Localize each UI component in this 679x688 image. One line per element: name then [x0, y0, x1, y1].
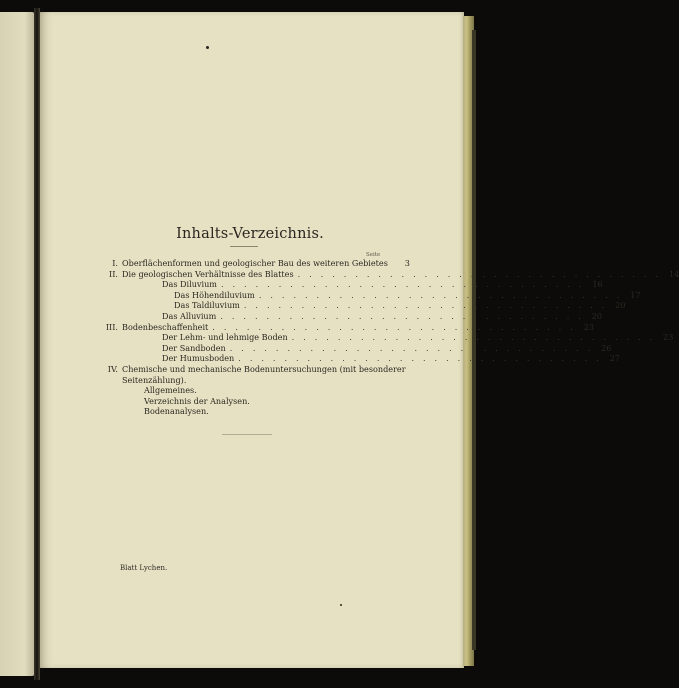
- toc-entry-label: Der Humusboden: [162, 353, 235, 364]
- toc-entry-page: 23: [663, 332, 674, 343]
- toc-leader-dots: . . . . . . . . . . . . . . . . . . . . . . . . . . . . . . . .: [243, 300, 608, 311]
- toc-entry-page: 20: [591, 310, 603, 321]
- toc-entry: [100, 332, 674, 343]
- toc-entry-page: 27: [609, 353, 620, 364]
- toc-entry-page: 17: [630, 289, 641, 300]
- toc-entry: [100, 353, 620, 364]
- toc-entry: [100, 289, 641, 301]
- toc-entry-page: 16: [592, 279, 603, 290]
- page-column-header: Seite: [366, 252, 381, 258]
- toc-entry-label: Das Diluvium: [162, 279, 217, 290]
- toc-entry: [100, 300, 626, 311]
- toc-subitem: Verzeichnis der Analysen.: [144, 395, 250, 406]
- toc-leader-dots: . . . . . . . . . . . . . . . . . . . . . . . . . . . . . . . .: [291, 332, 656, 343]
- toc-leader-dots: . . . . . . . . . . . . . . . . . . . . . . . . . . . . . . . .: [229, 342, 594, 353]
- toc-entry: [100, 310, 603, 322]
- toc-entry-label: Oberflächenformen und geologischer Bau des weiteren Gebietes: [122, 258, 388, 268]
- left-page-edge: [0, 12, 35, 676]
- toc-entry: [100, 268, 679, 280]
- toc-entry-number: IV.: [107, 363, 118, 374]
- toc-subitem: Allgemeines.: [144, 385, 197, 396]
- toc-leader-dots: . . . . . . . . . . . . . . . . . . . . . . . . . . . . . . . .: [220, 279, 585, 290]
- toc-entry-page: 26: [601, 342, 612, 353]
- toc-entry-number: I.: [112, 258, 118, 268]
- toc-entry: [100, 321, 594, 333]
- toc-entry-label: Das Alluvium: [162, 310, 217, 321]
- toc-entry-page: 23: [583, 321, 594, 332]
- toc-entry: [100, 363, 406, 375]
- toc-entry-label: Das Taldiluvium: [174, 300, 240, 311]
- toc-leader-dots: . . . . . . . . . . . . . . . . . . . . . . . . . . . . . . . .: [238, 353, 602, 364]
- toc-leader-dots: . . . . . . . . . . . . . . . . . . . . . . . . . . . . . . . .: [297, 268, 662, 279]
- ink-speck: [340, 604, 342, 606]
- toc-entry-page: 20: [615, 300, 626, 311]
- toc-leader-dots: . . . . . . . . . . . . . . . . . . . . . . . . . . . . . . . .: [258, 289, 623, 300]
- table-of-contents: [100, 258, 679, 417]
- toc-entry-continuation: Seitenzählung).: [122, 374, 187, 385]
- toc-entry: [100, 342, 612, 354]
- toc-entry-page: 14: [668, 268, 679, 279]
- page-title: Inhalts-Verzeichnis.: [176, 226, 324, 242]
- toc-entry-label: Der Lehm- und lehmige Boden: [162, 332, 288, 343]
- toc-entry-number: III.: [105, 321, 118, 332]
- toc-entry: [100, 279, 603, 290]
- title-divider: [230, 246, 258, 247]
- toc-entry-label: Bodenbeschaffenheit: [122, 321, 209, 332]
- toc-leader-dots: . . . . . . . . . . . . . . . . . . . . . . . . . . . . . . . .: [212, 321, 576, 332]
- toc-leader-dots: . . . . . . . . . . . . . . . . . . . . . . . . . . . . . . . .: [220, 310, 585, 321]
- toc-entry-label: Der Sandboden: [162, 342, 226, 353]
- toc-entry-label: Das Höhendiluvium: [174, 289, 255, 300]
- toc-entry-label: Die geologischen Verhältnisse des Blattes: [122, 268, 294, 279]
- toc-entry-page: 3: [404, 258, 410, 268]
- toc-subitem: Bodenanalysen.: [144, 406, 209, 417]
- sheet-name: Blatt Lychen.: [120, 564, 168, 572]
- toc-entry: [100, 258, 410, 269]
- ink-speck: [206, 46, 209, 49]
- footer-divider: [222, 434, 272, 435]
- toc-entry-number: II.: [109, 268, 118, 279]
- toc-entry-label: Chemische und mechanische Bodenuntersuchungen (mit besonderer: [122, 363, 406, 374]
